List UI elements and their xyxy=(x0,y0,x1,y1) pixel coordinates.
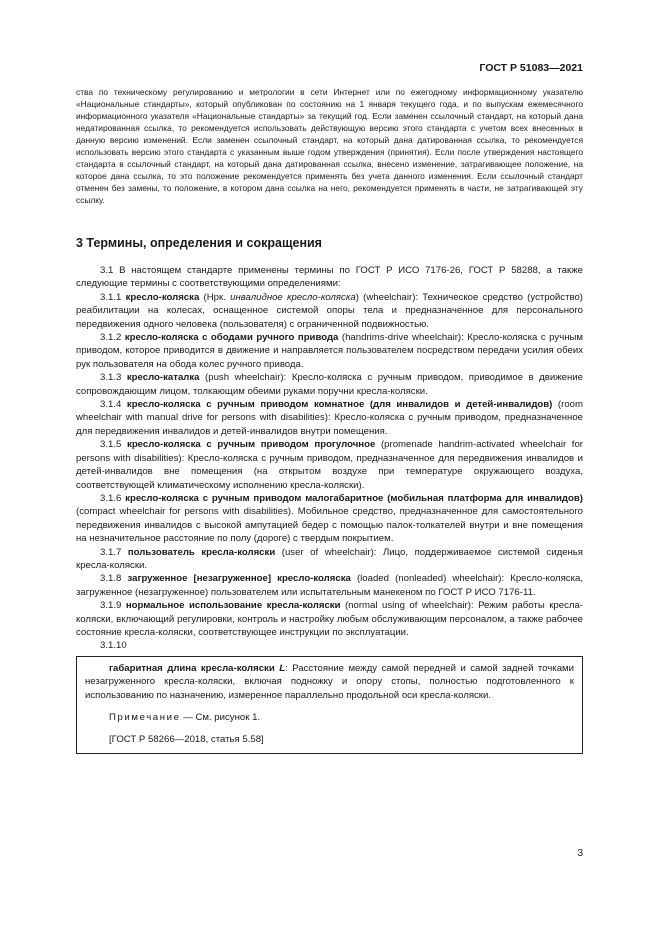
term-name: кресло-каталка xyxy=(126,372,200,384)
term-number: 3.1.1 xyxy=(100,291,126,303)
term-name: нормальное использование кресла-коляски xyxy=(125,600,341,612)
term-text: (user of wheelchair): Лицо, поддерживаемое системой сиденья кресла-коляски. xyxy=(76,546,584,571)
term-definition xyxy=(76,371,583,398)
term-definition xyxy=(76,492,583,546)
box-note xyxy=(85,711,574,724)
term-name: кресло-коляска с ручным приводом малогабаритное (мобильная платформа для инвалидов) xyxy=(125,492,583,504)
term-name: загруженное [незагруженное] кресло-коляска xyxy=(127,573,351,585)
note-label: Примечание xyxy=(109,712,181,723)
term-text: (promenade handrim-activated wheelchair for persons with disabilities): Кресло-коляска с ручным приводом, предназначенное для передвижения инвалидов и детей-инвалидов вне помещения (на открытом воздухе при температуре окружающего воздуха, соответствующей климатическому исполнению кресла-коляски). xyxy=(76,439,584,491)
terms-list xyxy=(76,291,583,640)
box-definition-text: : Расстояние между самой передней и самой задней точками незагруженного кресла-коляски, включая подножку и опору стопы, полностью подготовленного к использованию по назначению, измеренное параллельно продольной оси кресла-коляски. xyxy=(85,662,575,701)
term-text: (compact wheelchair for persons with disabilities). Мобильное средство, предназначенное для самостоятельного передвижения инвалидов с высокой ампутацией бедер с помощью палок-толкателей внутри и вне помещения на незначительное расстояние по полу (дороге) с твердым покрытием. xyxy=(76,506,583,545)
term-text: (loaded (nonleaded) wheelchair): Кресло-коляска, загруженное (незагруженное) пользователем или испытательным манекеном по ГОСТ Р ИСО 7176-11. xyxy=(76,573,583,598)
term-definition xyxy=(76,599,583,639)
term-definition xyxy=(76,331,583,371)
term-number: 3.1.9 xyxy=(100,600,126,612)
page-number: 3 xyxy=(577,848,583,859)
paragraph-3-1: 3.1 В настоящем стандарте применены термины по ГОСТ Р ИСО 7176-26, ГОСТ Р 58288, а также следующие термины с соответствующими определениями: xyxy=(76,265,583,290)
term-definition xyxy=(76,572,583,599)
term-number: 3.1.2 xyxy=(100,332,125,344)
note-text: — См. рисунок 1. xyxy=(180,712,261,723)
term-name: пользователь кресла-коляски xyxy=(127,546,276,558)
term-definition xyxy=(76,438,583,492)
term-name: кресло-коляска с ручным приводом комнатное (для инвалидов и детей-инвалидов) xyxy=(126,399,553,411)
term-number: 3.1.4 xyxy=(100,399,127,411)
section-title: 3 Термины, определения и сокращения xyxy=(76,236,322,250)
term-definition xyxy=(76,291,583,331)
term-number: 3.1.5 xyxy=(100,439,128,451)
term-number: 3.1.7 xyxy=(100,546,128,558)
term-name: кресло-коляска с ручным приводом прогулочное xyxy=(127,439,376,451)
term-text: (push wheelchair): Кресло-коляска с ручным приводом, приводимое в движение сопровождающим лицом, толкающим обеими руками поручни кресла-коляски. xyxy=(76,372,583,397)
term-name: кресло-коляска с ободами ручного привода xyxy=(124,332,339,344)
box-reference: [ГОСТ Р 58266—2018, статья 5.58] xyxy=(109,734,264,746)
intro-paragraph: ства по техническому регулированию и метрологии в сети Интернет или по ежегодному информационному указателю «Национальные стандарты», который опубликован по состоянию на 1 января текущего года, и по выпускам ежемесячного информационного указателя «Национальные стандарты» за текущий год. Если заменен ссылочный стандарт, на который дана недатированная ссылка, то рекомендуется использовать действующую версию этого стандарта с учетом всех внесенных в данную версию изменений. Если заменен ссылочный стандарт, на который дана датированная ссылка, то рекомендуется использовать версию этого стандарта с указанным выше годом утверждения (принятия). Если после утверждения настоящего стандарта в ссылочный стандарт, на который дана датированная ссылка, внесено изменение, затрагивающее положение, на которое дана ссылка, то это положение рекомендуется применять без учета данного изменения. Если ссылочный стандарт отменен без замены, то положение, в котором дана ссылка на него, рекомендуется применять в части, не затрагивающей эту ссылку. xyxy=(76,87,583,205)
page-content xyxy=(76,86,583,754)
box-term: габаритная длина кресла-коляски xyxy=(109,662,280,674)
term-name: кресло-коляска xyxy=(125,291,200,303)
term-number: 3.1.3 xyxy=(100,372,127,384)
term-definition xyxy=(76,398,583,438)
term-number: 3.1.6 xyxy=(100,492,126,504)
box-definition xyxy=(85,662,574,702)
term-text: (normal using of wheelchair): Режим работы кресла-коляски, включающий регулировки, контроль и настройку любым обслуживающим персоналом, а также рабочее состояние кресла-коляски, соответствующее инструкции по эксплуатации. xyxy=(76,600,583,638)
definition-box xyxy=(76,656,583,754)
box-symbol: L xyxy=(279,662,286,674)
term-prefix: (Нрк. xyxy=(199,291,231,303)
term-definition xyxy=(76,546,583,573)
term-number: 3.1.8 xyxy=(100,573,128,585)
term-text: (room wheelchair with manual drive for persons with disabilities): Кресло-коляска с ручным приводом, предназначенное для передвижения инвалидов и детей-инвалидов внутри помещения. xyxy=(76,399,583,437)
term-number-3-1-10: 3.1.10 xyxy=(100,640,127,652)
term-deprecated: инвалидное кресло-коляска xyxy=(230,291,356,303)
document-header: ГОСТ Р 51083—2021 xyxy=(479,62,583,74)
term-text: ) (wheelchair): Техническое средство (устройство) реабилитации на колесах, оснащенное системой опоры тела и предназначенное для персонального передвижения одного человека (пользователя) с ограниченной подвижностью. xyxy=(76,291,583,330)
term-text: (handrims-drive wheelchair): Кресло-коляска с ручным приводом, которое приводится в движение и направляется пользователем посредством передачи усилия обеих рук пользователя на обода колес ручного привода. xyxy=(76,332,583,370)
